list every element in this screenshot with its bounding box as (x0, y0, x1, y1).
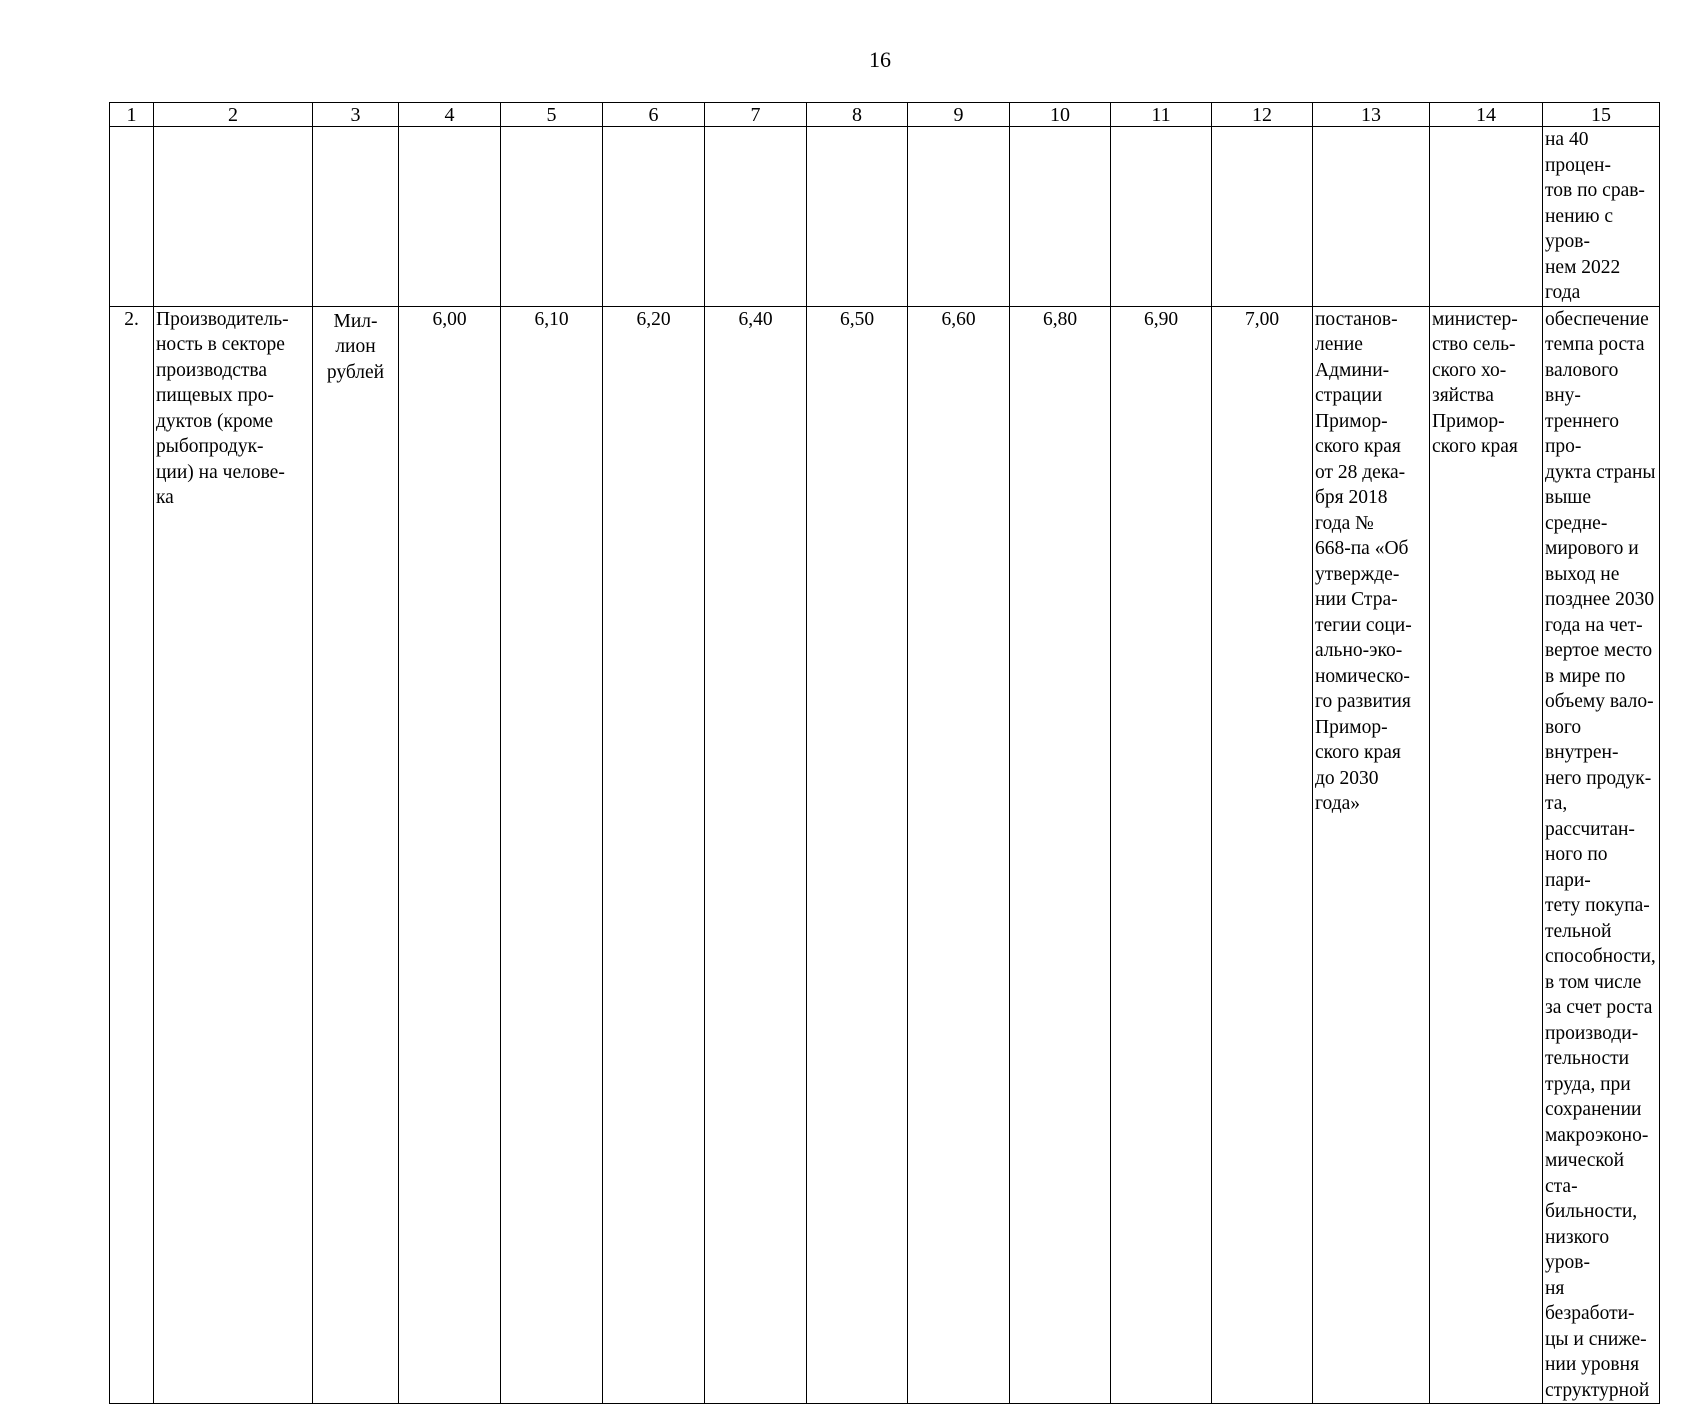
column-number: 14 (1430, 103, 1543, 127)
empty-cell (1313, 127, 1430, 307)
column-number: 1 (110, 103, 154, 127)
unit-text: Мил- лион рублей (326, 310, 385, 383)
value-cell: 6,90 (1111, 306, 1212, 1404)
empty-cell (1010, 127, 1111, 307)
indicators-table (109, 102, 1660, 1404)
empty-cell (399, 127, 501, 307)
empty-cell (1430, 127, 1543, 307)
value-cell: 6,80 (1010, 306, 1111, 1404)
column-number: 9 (908, 103, 1010, 127)
value-cell: 6,10 (501, 306, 603, 1404)
column-number: 2 (154, 103, 313, 127)
empty-cell (807, 127, 908, 307)
empty-cell (1212, 127, 1313, 307)
column-number-row (110, 103, 1660, 127)
empty-cell (154, 127, 313, 307)
column-number: 12 (1212, 103, 1313, 127)
column-number: 15 (1543, 103, 1660, 127)
value-cell: 6,60 (908, 306, 1010, 1404)
empty-cell (501, 127, 603, 307)
empty-cell (110, 127, 154, 307)
column-number: 6 (603, 103, 705, 127)
column-number: 7 (705, 103, 807, 127)
row-number: 2. (110, 306, 154, 1404)
indicator-name: Производитель- ность в секторе производства пищевых про- дуктов (кроме рыбопродук- ции) на челове- ка (156, 308, 289, 508)
value-cell: 6,50 (807, 306, 908, 1404)
value-cell: 6,40 (705, 306, 807, 1404)
goal-continuation-text: на 40 процен- тов по срав- нению с уров- нем 2022 года (1545, 129, 1645, 303)
page-number: 16 (869, 47, 891, 72)
empty-cell (1111, 127, 1212, 307)
value-cell: 7,00 (1212, 306, 1313, 1404)
value-cell: 6,20 (603, 306, 705, 1404)
responsible-text: министер- ство сель- ского хо- зяйства Примор- ского края (1432, 308, 1518, 457)
column-number: 5 (501, 103, 603, 127)
goal-cell (1543, 306, 1660, 1404)
column-number: 13 (1313, 103, 1430, 127)
unit-cell (313, 306, 399, 1404)
continuation-row (110, 127, 1660, 307)
value-cell: 6,00 (399, 306, 501, 1404)
column-number: 8 (807, 103, 908, 127)
responsible-cell (1430, 306, 1543, 1404)
column-number: 10 (1010, 103, 1111, 127)
goal-continuation-cell (1543, 127, 1660, 307)
table-row (110, 306, 1660, 1404)
document-text: постанов- ление Админи- страции Примор- ского края от 28 дека- бря 2018 года № 668-па «Об утвержде- нии Стра- тегии соци- ально-эко- номическо- го развития Примор- ского края до 2030 года» (1315, 308, 1412, 814)
empty-cell (908, 127, 1010, 307)
column-number: 11 (1111, 103, 1212, 127)
empty-cell (313, 127, 399, 307)
column-number: 4 (399, 103, 501, 127)
empty-cell (603, 127, 705, 307)
column-number: 3 (313, 103, 399, 127)
indicator-name-cell (154, 306, 313, 1404)
empty-cell (705, 127, 807, 307)
goal-text: обеспечение темпа роста валового вну- треннего про- дукта страны выше средне- мирового и выход не позднее 2030 года на чет- вертое место в мире по объему вало- вого внутрен- него продук- та, рассчитан- ного по пари- тету покупа- тельной способности, в том числе за счет роста производи- тельности труда, при сохранении макроэконо- мической ста- бильности, низкого уров- ня безработи- цы и сниже- нии уровня структурной (1545, 308, 1656, 1401)
document-cell (1313, 306, 1430, 1404)
